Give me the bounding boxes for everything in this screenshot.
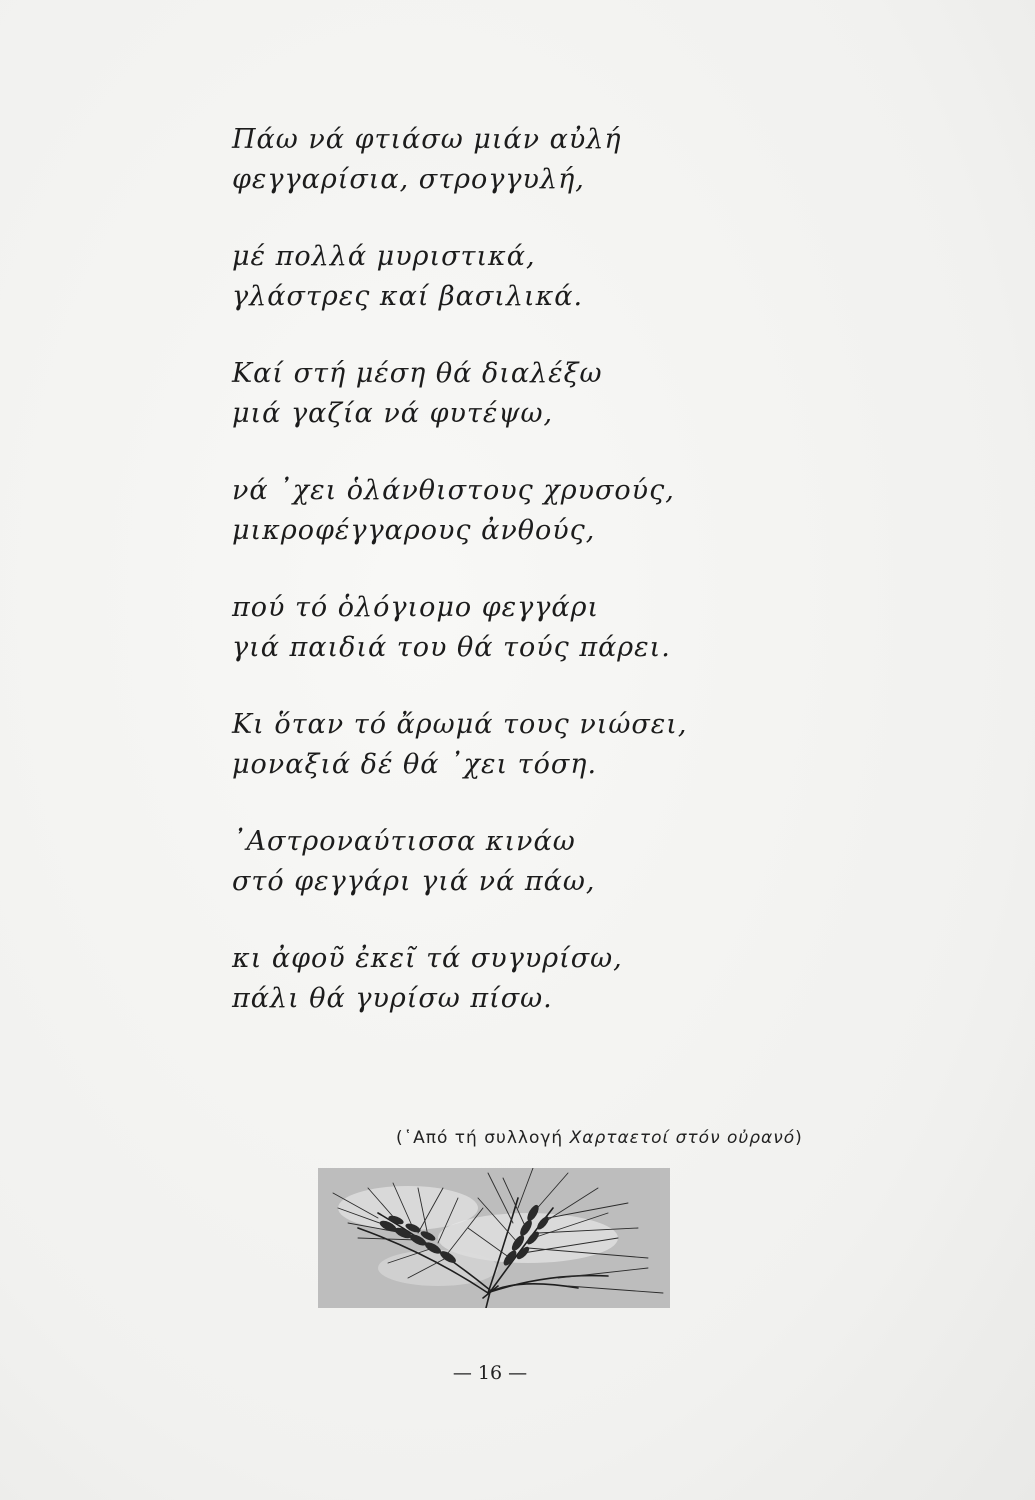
poem-line: κι ἀφοῦ ἐκεῖ τά συγυρίσω, xyxy=(232,943,623,974)
poem-line: γλάστρες καί βασιλικά. xyxy=(232,281,584,312)
stanza xyxy=(232,237,752,317)
stanza xyxy=(232,705,752,785)
poem xyxy=(232,120,752,1056)
poem-line: στό φεγγάρι γιά νά πάω, xyxy=(232,866,596,897)
poem-line: Πάω νά φτιάσω μιάν αὐλή xyxy=(232,124,622,155)
source-book-title: Χαρταετοί στόν οὐρανό xyxy=(569,1128,796,1148)
poem-line: πάλι θά γυρίσω πίσω. xyxy=(232,983,553,1014)
stanza xyxy=(232,588,752,668)
stanza xyxy=(232,120,752,200)
source-suffix: ) xyxy=(795,1128,803,1148)
poem-line: μοναξιά δέ θά ᾿χει τόση. xyxy=(232,749,598,780)
stanza xyxy=(232,354,752,434)
stanza xyxy=(232,822,752,902)
poem-line: μικροφέγγαρους ἀνθούς, xyxy=(232,515,596,546)
poem-line: γιά παιδιά του θά τούς πάρει. xyxy=(232,632,671,663)
source-prefix: (῾Από τή συλλογή xyxy=(396,1128,570,1148)
poem-line: νά ᾿χει ὁλάνθιστους χρυσούς, xyxy=(232,475,675,506)
poem-line: φεγγαρίσια, στρογγυλή, xyxy=(232,164,585,195)
poem-line: Κι ὅταν τό ἄρωμά τους νιώσει, xyxy=(232,709,688,740)
poem-line: Καί στή μέση θά διαλέξω xyxy=(232,358,603,389)
poem-line: πού τό ὁλόγιομο φεγγάρι xyxy=(232,592,600,623)
stanza xyxy=(232,471,752,551)
source-citation xyxy=(396,1128,856,1148)
poem-line: ᾿Αστροναύτισσα κινάω xyxy=(232,826,576,857)
stanza xyxy=(232,939,752,1019)
poem-line: μέ πολλά μυριστικά, xyxy=(232,241,536,272)
page-number: — 16 — xyxy=(452,1362,528,1384)
wheat-ears-icon xyxy=(318,1168,670,1308)
poem-line: μιά γαζία νά φυτέψω, xyxy=(232,398,554,429)
